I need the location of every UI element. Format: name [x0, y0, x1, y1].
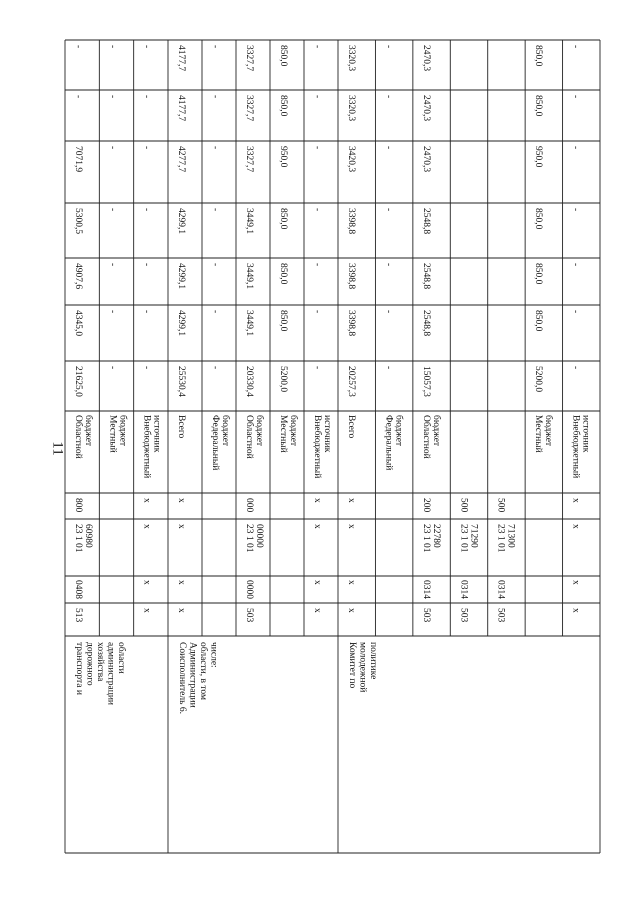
- table-cell-value: 950,0: [533, 146, 544, 168]
- table-cell-value: -: [570, 146, 581, 150]
- table-cell-value: 3398,8: [346, 310, 356, 337]
- table-cell-value: 7071,9: [73, 146, 83, 173]
- table-cell-value: -: [312, 45, 322, 49]
- ministry-code: 503: [244, 608, 254, 623]
- row-name-line: Комитет по: [347, 642, 357, 689]
- funding-source-label: Местный: [278, 415, 288, 453]
- table-cell-value: 15057,3: [420, 366, 431, 397]
- target-code: х: [176, 524, 186, 529]
- table-cell-value: -: [210, 366, 220, 370]
- table-cell-value: -: [107, 310, 118, 314]
- table-cell-value: -: [383, 263, 394, 267]
- section-code: 0314: [495, 580, 506, 599]
- table-cell-value: 3320,3: [346, 95, 356, 122]
- ministry-code: х: [141, 608, 152, 613]
- table-cell-value: 850,0: [533, 263, 544, 285]
- table-cell-value: 4345,0: [73, 310, 83, 337]
- funding-source-label: Всего: [176, 415, 186, 439]
- funding-source-label: Областной: [244, 415, 254, 459]
- type-code: 500: [458, 498, 469, 513]
- table-cell-value: 850,0: [278, 263, 288, 285]
- table-cell-value: -: [107, 146, 118, 150]
- funding-source-label: бюджет: [220, 415, 230, 447]
- row-name-line: администрации: [105, 642, 116, 706]
- table-cell-value: -: [210, 45, 220, 49]
- table-cell-value: 850,0: [278, 45, 288, 67]
- table-cell-value: -: [107, 263, 118, 267]
- table-cell-value: -: [210, 146, 220, 150]
- funding-source-label: бюджет: [543, 415, 554, 447]
- type-code: 200: [420, 498, 431, 513]
- section-code: 0314: [458, 580, 469, 599]
- table-cell-value: -: [312, 310, 322, 314]
- funding-source-label: Местный: [107, 415, 118, 453]
- target-code: 60980: [83, 524, 93, 548]
- table-cell-value: -: [312, 146, 322, 150]
- table-cell-value: 3398,8: [346, 208, 356, 235]
- funding-source-label: бюджет: [288, 415, 298, 447]
- table-cell-value: -: [383, 45, 394, 49]
- table-cell-value: 4299,1: [176, 263, 186, 290]
- table-cell-value: 25530,4: [176, 366, 186, 397]
- table-cell-value: -: [383, 95, 394, 99]
- funding-source-label: источник: [580, 415, 591, 453]
- funding-source-label: Всего: [346, 415, 356, 439]
- table-cell-value: 850,0: [533, 208, 544, 230]
- table-cell-value: 2470,3: [420, 95, 431, 122]
- table-cell-value: 5300,5: [73, 208, 83, 235]
- table-cell-value: 2548,8: [420, 263, 431, 290]
- row-name-line: Администрации: [187, 642, 198, 708]
- table-cell-value: -: [141, 366, 152, 370]
- section-code: 0000: [244, 580, 254, 599]
- section-code: х: [570, 580, 581, 585]
- table-cell-value: -: [570, 208, 581, 212]
- funding-source-label: Внебюджетный: [312, 415, 322, 479]
- table-cell-value: 3449,1: [244, 310, 254, 337]
- type-code: х: [141, 498, 152, 503]
- ministry-code: 503: [420, 608, 431, 623]
- funding-source-label: Областной: [420, 415, 431, 459]
- ministry-code: х: [176, 608, 186, 613]
- target-code: 71290: [468, 524, 479, 548]
- table-cell-value: 4907,6: [73, 263, 83, 290]
- table-cell-value: 3449,1: [244, 208, 254, 235]
- table-cell-value: 4177,7: [176, 45, 186, 72]
- table-cell-value: -: [107, 45, 118, 49]
- ministry-code: х: [312, 608, 322, 613]
- target-code: 71300: [505, 524, 516, 548]
- table-cell-value: 850,0: [533, 45, 544, 67]
- ministry-code: 503: [495, 608, 506, 623]
- funding-source-label: источник: [322, 415, 332, 453]
- table-cell-value: 4277,7: [176, 146, 186, 173]
- table-cell-value: -: [312, 208, 322, 212]
- table-cell-value: -: [383, 310, 394, 314]
- table-cell-value: -: [73, 45, 83, 49]
- row-name-line: области: [116, 642, 126, 674]
- row-name-line: дорожного: [84, 642, 95, 686]
- table-cell-value: -: [141, 310, 152, 314]
- section-code: 0314: [420, 580, 431, 599]
- table-cell-value: -: [312, 263, 322, 267]
- type-code: х: [346, 498, 356, 503]
- funding-source-label: бюджет: [117, 415, 128, 447]
- funding-source-label: Внебюджетный: [570, 415, 581, 479]
- table-cell-value: 5200,0: [533, 366, 544, 393]
- section-code: х: [141, 580, 152, 585]
- funding-source-label: Федеральный: [383, 415, 394, 471]
- funding-source-label: источник: [151, 415, 162, 453]
- type-code: х: [312, 498, 322, 503]
- table-cell-value: -: [312, 366, 322, 370]
- table-cell-value: 2470,3: [420, 45, 431, 72]
- table-cell-value: 20257,3: [346, 366, 356, 397]
- table-cell-value: -: [107, 95, 118, 99]
- ministry-code: 513: [73, 608, 83, 623]
- ministry-code: 503: [458, 608, 469, 623]
- table-cell-value: -: [141, 146, 152, 150]
- table-cell-value: 3320,3: [346, 45, 356, 72]
- table-cell-value: 850,0: [533, 95, 544, 117]
- table-cell-value: -: [570, 263, 581, 267]
- target-code: 23 1 01: [458, 524, 469, 553]
- table-cell-value: -: [383, 208, 394, 212]
- target-code: 23 1 01: [495, 524, 506, 553]
- table-cell-value: 3327,7: [244, 95, 254, 122]
- type-code: х: [570, 498, 581, 503]
- funding-source-label: бюджет: [83, 415, 93, 447]
- table-cell-value: 850,0: [278, 95, 288, 117]
- funding-source-label: Федеральный: [210, 415, 220, 471]
- funding-source-label: бюджет: [430, 415, 441, 447]
- row-name-line: области, в том: [198, 642, 208, 700]
- target-code: х: [570, 524, 581, 529]
- type-code: 000: [244, 498, 254, 513]
- target-code: х: [141, 524, 152, 529]
- table-cell-value: -: [107, 208, 118, 212]
- table-cell-value: 3327,7: [244, 146, 254, 173]
- ministry-code: х: [570, 608, 581, 613]
- table-cell-value: -: [141, 263, 152, 267]
- section-code: х: [176, 580, 186, 585]
- table-cell-value: -: [570, 310, 581, 314]
- section-code: х: [312, 580, 322, 585]
- table-cell-value: -: [141, 208, 152, 212]
- section-code: 0408: [73, 580, 83, 599]
- table-cell-value: -: [570, 45, 581, 49]
- type-code: х: [176, 498, 186, 503]
- table-cell-value: 850,0: [278, 208, 288, 230]
- row-name-line: молодежной: [357, 642, 368, 693]
- page-number: 11: [49, 441, 66, 456]
- row-name-line: транспорта и: [74, 642, 84, 695]
- target-code: 23 1 01: [73, 524, 83, 553]
- row-name-line: политике: [368, 642, 378, 680]
- table-cell-value: -: [312, 95, 322, 99]
- table-cell-value: -: [210, 208, 220, 212]
- funding-source-label: Областной: [73, 415, 83, 459]
- table-cell-value: -: [73, 95, 83, 99]
- table-cell-value: -: [570, 95, 581, 99]
- target-code: 22780: [430, 524, 441, 548]
- ministry-code: х: [346, 608, 356, 613]
- section-code: х: [346, 580, 356, 585]
- table-cell-value: 5200,0: [278, 366, 288, 393]
- table-cell-value: 850,0: [278, 310, 288, 332]
- type-code: 500: [495, 498, 506, 513]
- table-cell-value: -: [141, 95, 152, 99]
- target-code: 23 1 01: [420, 524, 431, 553]
- table-cell-value: 3398,8: [346, 263, 356, 290]
- target-code: х: [312, 524, 322, 529]
- funding-source-label: Местный: [533, 415, 544, 453]
- table-cell-value: 4299,1: [176, 310, 186, 337]
- table-cell-value: 850,0: [533, 310, 544, 332]
- row-name-line: хозяйства: [95, 642, 105, 682]
- table-cell-value: 3449,1: [244, 263, 254, 290]
- table-cell-value: 2548,8: [420, 310, 431, 337]
- table-cell-value: -: [210, 95, 220, 99]
- table-cell-value: 20330,4: [244, 366, 254, 397]
- table-cell-value: 4177,7: [176, 95, 186, 122]
- table-cell-value: -: [210, 263, 220, 267]
- target-code: 23 1 01: [244, 524, 254, 553]
- table-cell-value: 2470,3: [420, 146, 431, 173]
- table-cell-value: 950,0: [278, 146, 288, 168]
- table-cell-value: 2548,8: [420, 208, 431, 235]
- row-name-line: Соисполнитель 6.: [177, 642, 187, 714]
- table-cell-value: -: [383, 366, 394, 370]
- funding-source-label: Внебюджетный: [141, 415, 152, 479]
- target-code: 00000: [254, 524, 264, 548]
- row-name-line: числе:: [208, 642, 219, 668]
- table-cell-value: -: [570, 366, 581, 370]
- funding-source-label: бюджет: [393, 415, 404, 447]
- funding-source-label: бюджет: [254, 415, 264, 447]
- type-code: 800: [73, 498, 83, 513]
- table-cell-value: 21625,0: [73, 366, 83, 397]
- table-cell-value: 3327,7: [244, 45, 254, 72]
- table-cell-value: 4299,1: [176, 208, 186, 235]
- table-cell-value: -: [141, 45, 152, 49]
- target-code: х: [346, 524, 356, 529]
- table-cell-value: 3420,3: [346, 146, 356, 173]
- table-cell-value: -: [107, 366, 118, 370]
- table-cell-value: -: [383, 146, 394, 150]
- table-cell-value: -: [210, 310, 220, 314]
